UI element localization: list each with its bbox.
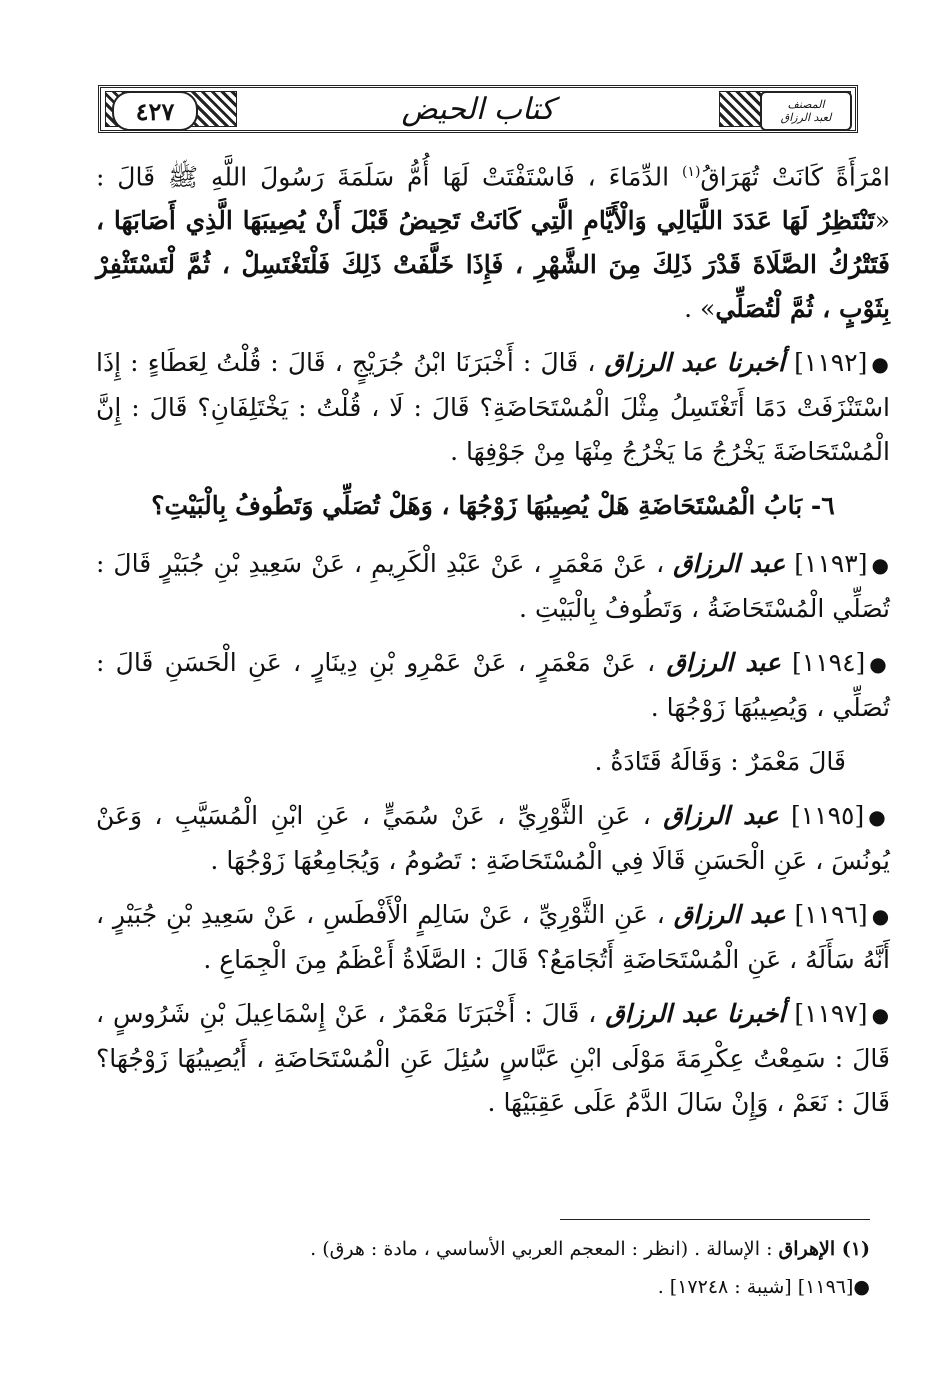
bullet-icon: ●: [871, 904, 891, 929]
entry-number: [١١٩٣]: [794, 549, 868, 579]
footnote-divider: [560, 1219, 870, 1220]
footnote-marker: (١): [681, 164, 701, 180]
entry-1195: [96, 794, 890, 883]
bullet-icon: ●: [871, 553, 890, 578]
intro-text-start: امْرَأَةً كَانَتْ تُهَرَاقُ: [700, 162, 890, 192]
intro-text-mid: الدِّمَاءَ ، فَاسْتَفْتَتْ لَهَا أُمُّ سَلَمَةَ رَسُولَ اللَّهِ ﷺ قَالَ : «: [96, 162, 890, 236]
entry-text: ، عَنِ الثَّوْرِيِّ ، عَنْ سَالِمٍ الْأَفْطَسِ ، عَنْ سَعِيدِ بْنِ جُبَيْرٍ ، أَنَّهُ سَأَلَهُ ، عَنِ الْمُسْتَحَاضَةِ أَتُجَامَعُ؟ قَالَ : الصَّلَاةُ أَعْظَمُ مِنَ الْجِمَاعِ .: [96, 900, 890, 975]
entry-text: ، عَنْ مَعْمَرٍ ، عَنْ عَبْدِ الْكَرِيمِ ، عَنْ سَعِيدِ بْنِ جُبَيْرٍ قَالَ : تُصَلِّي الْمُسْتَحَاضَةُ ، وَتَطُوفُ بِالْبَيْتِ .: [96, 549, 890, 624]
entry-1197: [96, 992, 890, 1125]
book-logo: [760, 91, 852, 131]
footnote-label: (١) الإهراق: [778, 1238, 870, 1260]
entry-text: ، عَنْ مَعْمَرٍ ، عَنْ عَمْرِو بْنِ دِينَارٍ ، عَنِ الْحَسَنِ قَالَ : تُصَلِّي ، وَيُصِيبُهَا زَوْجُهَا .: [96, 648, 890, 723]
entry-number: [١١٩٧]: [794, 999, 868, 1029]
bullet-icon: ●: [871, 352, 891, 377]
bullet-icon: ●: [868, 805, 891, 830]
entry-1193: [96, 542, 890, 631]
main-text: [96, 150, 890, 1135]
page-number: ٤٢٧: [112, 91, 198, 131]
chapter-heading: ٦- بَابُ الْمُسْتَحَاضَةِ هَلْ يُصِيبُهَا زَوْجُهَا ، وَهَلْ تُصَلِّي وَتَطُوفُ بِالْبَيْتِ؟: [151, 491, 835, 521]
entry-source: عبد الرزاق: [663, 801, 779, 831]
entry-1194: [96, 641, 890, 730]
footnote-2: [96, 1268, 870, 1306]
bullet-icon: ●: [853, 1276, 870, 1298]
entry-number: [١١٩٤]: [792, 648, 866, 678]
footnote-1: [96, 1230, 870, 1268]
entry-number: [١١٩٢]: [794, 348, 868, 378]
intro-text-end: » .: [684, 294, 716, 324]
footnote-reference: [١١٩٦] [شيبة : ١٧٢٤٨] .: [657, 1276, 854, 1298]
entry-1196: [96, 893, 890, 982]
entry-source: أخبرنا عبد الرزاق: [605, 999, 786, 1029]
book-logo-line2: لعبد الرزاق: [780, 111, 832, 124]
entry-source: أخبرنا عبد الرزاق: [604, 348, 785, 378]
book-logo-line1: المصنف: [787, 98, 825, 111]
footnote-text: : الإسالة . (انظر : المعجم العربي الأساسي ، مادة : هرق) .: [310, 1238, 773, 1260]
header-title: كتاب الحيض: [401, 91, 555, 127]
entry-text: ، قَالَ : أَخْبَرَنَا ابْنُ جُرَيْجٍ ، قَالَ : قُلْتُ لِعَطَاءٍ : إِذَا اسْتَنْزَفَتْ دَمًا أَتَغْتَسِلُ مِثْلَ الْمُسْتَحَاضَةِ؟ قَالَ : لَا ، قُلْتُ : يَخْتَلِفَانِ؟ قَالَ : إِنَّ الْمُسْتَحَاضَةَ يَخْرُجُ مَا يَخْرُجُ مِنْهَا مِنْ جَوْفِهَا .: [96, 348, 890, 467]
entry-text: ، قَالَ : أَخْبَرَنَا مَعْمَرٌ ، عَنْ إِسْمَاعِيلَ بْنِ شَرُوسٍ ، قَالَ : سَمِعْتُ عِكْرِمَةَ مَوْلَى ابْنِ عَبَّاسٍ سُئِلَ عَنِ الْمُسْتَحَاضَةِ ، أَيُصِيبُهَا زَوْجُهَا؟ قَالَ : نَعَمْ ، وَإِنْ سَالَ الدَّمُ عَلَى عَقِبَيْهَا .: [96, 999, 890, 1118]
footnotes: [96, 1230, 870, 1306]
entry-source: عبد الرزاق: [673, 549, 786, 579]
entry-number: [١١٩٥]: [790, 801, 865, 831]
hadith-quote: تَنْتَظِرُ لَهَا عَدَدَ اللَّيَالِي وَالْأَيَّامِ الَّتِي كَانَتْ تَحِيضُ قَبْلَ أَنْ يُصِيبَهَا الَّذِي أَصَابَهَا ، فَتَتْرُكُ الصَّلَاةَ قَدْرَ ذَلِكَ مِنَ الشَّهْرِ ، فَإِذَا خَلَّفَتْ ذَلِكَ فَلْتَغْتَسِلْ ، ثُمَّ لْتَسْتَثْفِرْ بِثَوْبٍ ، ثُمَّ لْتُصَلِّي: [96, 206, 890, 324]
entry-1194-note: قَالَ مَعْمَرٌ : وَقَالَهُ قَتَادَةُ .: [594, 747, 846, 777]
intro-paragraph: [96, 150, 890, 331]
bullet-icon: ●: [871, 1003, 891, 1028]
bullet-icon: ●: [869, 652, 890, 677]
entry-1192: [96, 341, 890, 474]
entry-text: ، عَنِ الثَّوْرِيِّ ، عَنْ سُمَيٍّ ، عَنِ ابْنِ الْمُسَيَّبِ ، وَعَنْ يُونُسَ ، عَنِ الْحَسَنِ قَالَا فِي الْمُسْتَحَاضَةِ : تَصُومُ ، وَيُجَامِعُهَا زَوْجُهَا .: [96, 801, 890, 876]
entry-source: عبد الرزاق: [666, 648, 781, 678]
entry-number: [١١٩٦]: [794, 900, 868, 930]
page-header: [98, 85, 858, 133]
entry-source: عبد الرزاق: [673, 900, 786, 930]
